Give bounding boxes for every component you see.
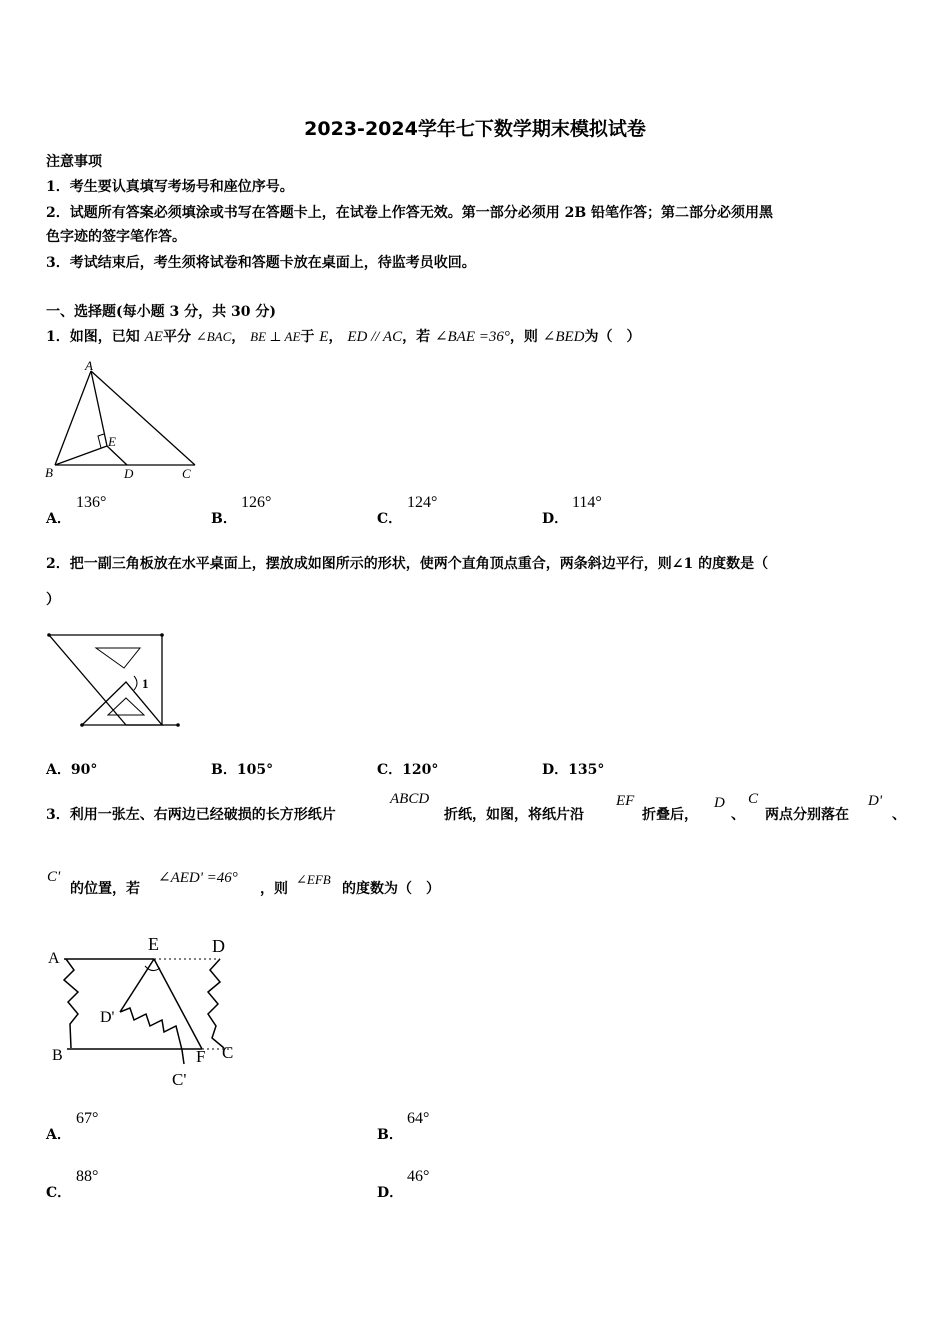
option-value: 126° bbox=[241, 494, 272, 511]
q1-text: ， bbox=[231, 329, 246, 345]
q1-math: ∠BAC bbox=[195, 329, 232, 344]
option-label: A． bbox=[46, 762, 71, 778]
q3-math-angle-aed: ∠AED' =46° bbox=[158, 870, 238, 886]
q1-text: 如图，已知 bbox=[69, 329, 140, 345]
option-value: 67° bbox=[76, 1110, 99, 1127]
q3-math-ef: EF bbox=[616, 793, 635, 809]
q3-label-a: A bbox=[48, 950, 60, 967]
q3-label-d: D bbox=[212, 936, 225, 956]
q1-math: ∠BED bbox=[542, 329, 585, 345]
page-title: 2023-2024学年七下数学期末模拟试卷 bbox=[304, 118, 646, 140]
q3-stem-sep-2: 、 bbox=[892, 807, 906, 823]
option-label: A． bbox=[46, 511, 71, 527]
q1-label-a: A bbox=[85, 358, 93, 373]
q1-math: AE bbox=[144, 329, 163, 345]
option-value: 105° bbox=[236, 762, 274, 778]
q2-option-c[interactable] bbox=[377, 759, 438, 779]
q1-math: ED // AC bbox=[347, 329, 403, 345]
option-value: 120° bbox=[402, 762, 439, 778]
q2-angle-arc bbox=[134, 676, 137, 690]
option-label: B． bbox=[377, 1127, 403, 1143]
q2-option-a[interactable] bbox=[46, 759, 97, 779]
q1-line-be bbox=[55, 446, 107, 465]
option-label: D． bbox=[377, 1185, 404, 1201]
question-1-stem bbox=[46, 327, 641, 347]
option-value: 64° bbox=[407, 1110, 430, 1127]
option-value: 46° bbox=[407, 1168, 430, 1185]
q1-label-d: D bbox=[124, 466, 134, 481]
option-value: 88° bbox=[76, 1168, 99, 1185]
q1-figure bbox=[40, 358, 210, 483]
q2-lower-inner-triangle bbox=[108, 698, 144, 715]
q1-line-ac bbox=[91, 371, 195, 465]
q1-label-b: B bbox=[45, 465, 53, 480]
q1-line-ae bbox=[91, 371, 107, 446]
option-label: D． bbox=[542, 762, 569, 778]
q3-stem-part-4: 两点分别落在 bbox=[765, 807, 849, 823]
q1-text: ，若 bbox=[402, 329, 431, 345]
q3-stem-part-2: 折纸，如图，将纸片沿 bbox=[444, 807, 584, 823]
q1-math: ∠BAE =36° bbox=[434, 329, 510, 345]
q3-label-f: F bbox=[196, 1047, 206, 1066]
option-value: 114° bbox=[572, 494, 602, 511]
section-heading: 一、选择题(每小题 3 分，共 30 分) bbox=[46, 304, 276, 320]
q2-figure bbox=[44, 630, 189, 735]
q1-line-ab bbox=[55, 371, 91, 465]
q1-text: ，则 bbox=[509, 329, 538, 345]
option-label: C． bbox=[46, 1185, 72, 1201]
q3-stem-part-6: ，则 bbox=[260, 881, 288, 897]
q3-stem-part-3: 折叠后， bbox=[642, 807, 698, 823]
q1-text: ， bbox=[328, 329, 343, 345]
q2-upper-inner-triangle bbox=[96, 648, 140, 668]
notice-item-2-cont: 色字迹的签字笔作答。 bbox=[46, 229, 186, 245]
notice-item-1: 1．考生要认真填写考场号和座位序号。 bbox=[46, 179, 294, 195]
q3-label-c: C bbox=[222, 1043, 234, 1062]
q3-math-d-prime: D' bbox=[868, 793, 883, 809]
q1-label-e: E bbox=[108, 434, 116, 449]
option-value: 135° bbox=[568, 762, 605, 778]
question-2-stem-cont: ） bbox=[46, 592, 60, 608]
option-label: C． bbox=[377, 511, 403, 527]
q2-option-d[interactable] bbox=[542, 759, 604, 779]
q1-right-angle-mark bbox=[98, 434, 104, 448]
q1-math: BE ⊥ AE bbox=[250, 329, 301, 344]
notice-heading: 注意事项 bbox=[46, 154, 102, 170]
q3-folded-torn-edge bbox=[120, 1008, 184, 1064]
q3-math-abcd: ABCD bbox=[390, 791, 430, 807]
q3-stem-part-5: 的位置，若 bbox=[70, 881, 140, 897]
q2-option-b[interactable] bbox=[211, 759, 273, 779]
q1-math: E bbox=[319, 329, 329, 345]
q1-number: 1． bbox=[46, 329, 70, 345]
option-value: 124° bbox=[407, 494, 438, 511]
q3-label-b: B bbox=[52, 1047, 63, 1064]
q3-label-d-prime: D' bbox=[100, 1009, 115, 1026]
q3-math-c: C bbox=[748, 791, 759, 807]
q3-math-d: D bbox=[714, 795, 725, 811]
q3-label-e: E bbox=[148, 934, 159, 954]
q3-math-c-prime: C' bbox=[47, 869, 61, 885]
q3-stem-part-7: 的度数为（ ） bbox=[342, 881, 440, 897]
q3-stem-part-1: 3．利用一张左、右两边已经破损的长方形纸片 bbox=[46, 807, 336, 823]
q3-figure bbox=[44, 930, 249, 1095]
option-label: B． bbox=[211, 511, 237, 527]
option-value: 90° bbox=[70, 762, 98, 778]
option-value: 136° bbox=[76, 494, 107, 511]
q1-text: 为（ ） bbox=[584, 329, 641, 345]
option-label: C． bbox=[377, 762, 403, 778]
q3-line-ed-prime bbox=[120, 959, 154, 1012]
q1-text: 于 bbox=[300, 329, 315, 345]
q3-left-torn-edge bbox=[64, 959, 78, 1048]
q3-label-c-prime: C' bbox=[172, 1070, 187, 1089]
q3-math-angle-efb: ∠EFB bbox=[296, 872, 331, 887]
notice-item-3: 3．考试结束后，考生须将试卷和答题卡放在桌面上，待监考员收回。 bbox=[46, 255, 476, 271]
question-2-stem: 2．把一副三角板放在水平桌面上，摆放成如图所示的形状，使两个直角顶点重合，两条斜边平行，则∠1 的度数是（ bbox=[46, 556, 769, 572]
option-label: A． bbox=[46, 1127, 71, 1143]
option-label: D． bbox=[542, 511, 569, 527]
option-label: B． bbox=[211, 762, 237, 778]
q3-right-torn-edge bbox=[208, 959, 224, 1048]
q1-text: 平分 bbox=[162, 329, 191, 345]
q1-label-c: C bbox=[182, 466, 191, 481]
notice-item-2: 2．试题所有答案必须填涂或书写在答题卡上，在试卷上作答无效。第一部分必须用 2B 铅笔作答；第二部分必须用黑 bbox=[46, 205, 774, 221]
q3-stem-sep: 、 bbox=[731, 807, 745, 823]
q2-angle-label: 1 bbox=[142, 676, 149, 691]
